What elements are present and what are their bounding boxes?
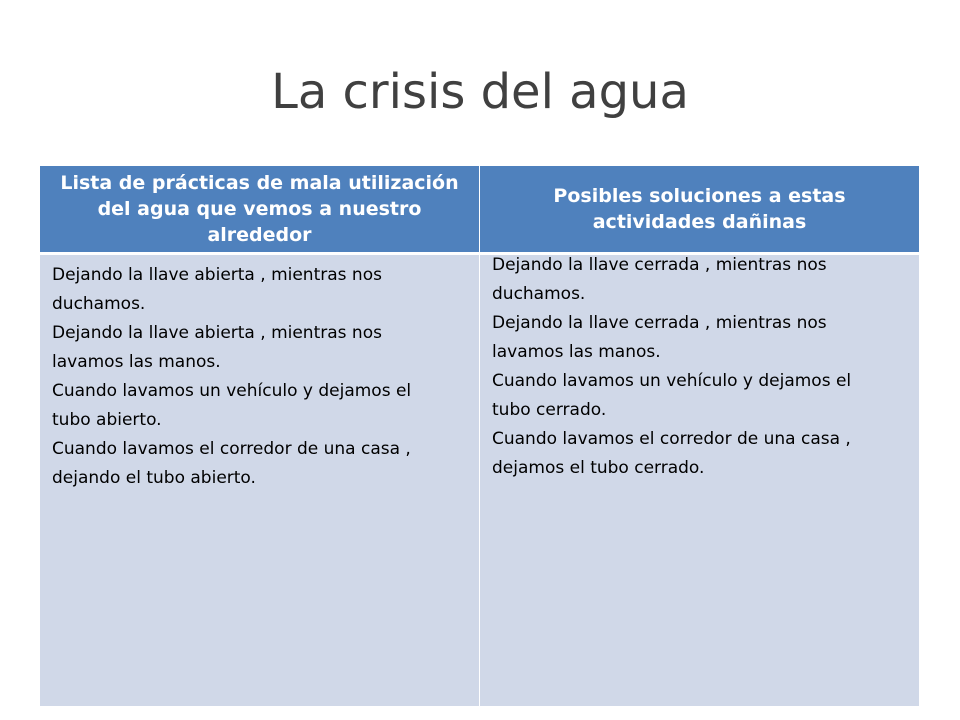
- list-item: Dejando la llave cerrada , mientras nos: [492, 255, 827, 275]
- list-item: Cuando lavamos un vehículo y dejamos el: [492, 371, 852, 391]
- list-item: tubo abierto.: [52, 410, 162, 430]
- list-item: lavamos las manos.: [52, 352, 221, 372]
- slide-title: La crisis del agua: [271, 64, 689, 120]
- list-item: Dejando la llave abierta , mientras nos: [52, 265, 382, 285]
- list-item: Cuando lavamos el corredor de una casa ,: [52, 439, 411, 459]
- list-item: Dejando la llave cerrada , mientras nos: [492, 313, 827, 333]
- list-item: tubo cerrado.: [492, 400, 607, 420]
- list-item: duchamos.: [52, 294, 146, 314]
- header-solutions: Posibles soluciones a estas actividades dañinas: [480, 166, 920, 254]
- bad-practices-list: [52, 255, 471, 493]
- solutions-list: [492, 251, 911, 483]
- table-header-row: [40, 166, 919, 254]
- list-item: lavamos las manos.: [492, 342, 661, 362]
- bad-practices-cell: [40, 254, 480, 707]
- list-item: dejando el tubo abierto.: [52, 468, 256, 488]
- list-item: dejamos el tubo cerrado.: [492, 458, 705, 478]
- list-item: duchamos.: [492, 284, 586, 304]
- solutions-cell: [480, 254, 920, 707]
- header-bad-practices: Lista de prácticas de mala utilización del agua que vemos a nuestro alrededor: [40, 166, 480, 254]
- table-body-row: [40, 254, 919, 707]
- list-item: Cuando lavamos el corredor de una casa ,: [492, 429, 851, 449]
- list-item: Dejando la llave abierta , mientras nos: [52, 323, 382, 343]
- comparison-table: [40, 166, 919, 706]
- list-item: Cuando lavamos un vehículo y dejamos el: [52, 381, 412, 401]
